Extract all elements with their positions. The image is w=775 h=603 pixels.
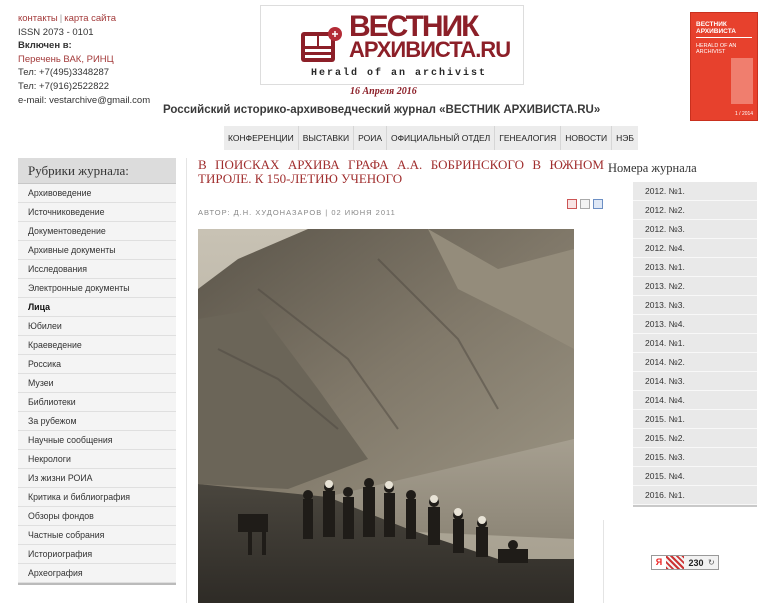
issue-link-7[interactable]: 2013. №3. — [633, 296, 757, 315]
article-meta: АВТОР: Д.Н. ХУДОНАЗАРОВ | 02 ИЮНЯ 2011 — [198, 208, 396, 217]
issue-link-6[interactable]: 2013. №2. — [633, 277, 757, 296]
issue-link-5[interactable]: 2013. №1. — [633, 258, 757, 277]
archive-emblem-icon — [297, 24, 343, 68]
sidebar-item-5[interactable]: Исследования — [18, 260, 176, 279]
sidebar-list — [18, 184, 176, 583]
counter-value: 230 — [688, 557, 704, 568]
article-tools — [567, 199, 603, 209]
article-title[interactable]: В ПОИСКАХ АРХИВА ГРАФА А.А. БОБРИНСКОГО В ЮЖНОМ ТИРОЛЕ. К 150-ЛЕТИЮ УЧЕНОГО — [198, 157, 604, 186]
counter-graph-icon — [666, 556, 684, 569]
issue-link-4[interactable]: 2012. №4. — [633, 239, 757, 258]
phone-1: Тел: +7(495)3348287 — [18, 67, 110, 79]
nav-item-4[interactable]: ОФИЦИАЛЬНЫЙ ОТДЕЛ — [387, 126, 495, 150]
sidebar-item-19[interactable]: Частные собрания — [18, 526, 176, 545]
issue-link-13[interactable]: 2015. №1. — [633, 410, 757, 429]
article-photo — [198, 229, 574, 603]
nav-item-7[interactable]: НЭБ — [616, 133, 634, 143]
logo-subtitle: Herald of an archivist — [310, 68, 488, 79]
issues-list — [633, 182, 757, 507]
cover-title: ВЕСТНИК АРХИВИСТА — [696, 21, 736, 35]
sidebar-item-9[interactable]: Краеведение — [18, 336, 176, 355]
top-links — [18, 12, 150, 26]
contacts-link[interactable]: контакты — [18, 13, 58, 24]
sidebar-item-7[interactable]: Лица — [18, 298, 176, 317]
issue-link-2[interactable]: 2012. №2. — [633, 201, 757, 220]
included-label: Включен в: — [18, 40, 72, 52]
contact-info — [18, 12, 150, 107]
sidebar-title: Рубрики журнала: — [18, 158, 176, 184]
cover-subtitle: HERALD OF AN ARCHIVIST — [696, 43, 737, 55]
nav-item-5[interactable]: ГЕНЕАЛОГИЯ — [495, 126, 561, 150]
issn-text: ISSN 2073 - 0101 — [18, 26, 94, 38]
email-text: e-mail: vestarchive@gmail.com — [18, 94, 151, 106]
issue-link-8[interactable]: 2013. №4. — [633, 315, 757, 334]
sidebar-item-4[interactable]: Архивные документы — [18, 241, 176, 260]
issues-title: Номера журнала — [608, 161, 697, 175]
issue-link-11[interactable]: 2014. №3. — [633, 372, 757, 391]
counter-brand: Я — [652, 556, 666, 569]
issue-link-1[interactable]: 2012. №1. — [633, 182, 757, 201]
sidebar-item-16[interactable]: Из жизни РОИА — [18, 469, 176, 488]
nav-item-2[interactable]: ВЫСТАВКИ — [299, 126, 354, 150]
current-date: 16 Апреля 2016 — [350, 86, 417, 97]
sitemap-link[interactable]: карта сайта — [64, 13, 116, 24]
issue-link-14[interactable]: 2015. №2. — [633, 429, 757, 448]
site-tagline: Российский историко-архивоведческий журнал «ВЕСТНИК АРХИВИСТА.RU» — [163, 104, 601, 116]
sidebar-item-21[interactable]: Археография — [18, 564, 176, 583]
sidebar-item-1[interactable]: Архивоведение — [18, 184, 176, 203]
yandex-counter[interactable] — [651, 555, 719, 570]
sidebar-item-18[interactable]: Обзоры фондов — [18, 507, 176, 526]
links-separator: | — [59, 13, 63, 24]
sidebar-item-11[interactable]: Музеи — [18, 374, 176, 393]
sidebar-item-8[interactable]: Юбилеи — [18, 317, 176, 336]
column-divider — [186, 158, 187, 603]
sidebar-item-17[interactable]: Критика и библиография — [18, 488, 176, 507]
sidebar-item-3[interactable]: Документоведение — [18, 222, 176, 241]
nav-item-6[interactable]: НОВОСТИ — [561, 126, 612, 150]
issue-link-12[interactable]: 2014. №4. — [633, 391, 757, 410]
site-logo[interactable] — [260, 5, 524, 85]
included-list-link[interactable]: Перечень ВАК, РИНЦ — [18, 53, 114, 65]
sidebar-item-2[interactable]: Источниковедение — [18, 203, 176, 222]
cover-issue: 1 / 2014 — [735, 111, 754, 117]
cover-decoration — [731, 58, 753, 104]
sidebar-item-13[interactable]: За рубежом — [18, 412, 176, 431]
refresh-icon: ↻ — [708, 558, 715, 567]
main-nav — [224, 126, 638, 150]
logo-title-line2: АРХИВИСТА.RU — [349, 37, 511, 62]
phone-2: Тел: +7(916)2522822 — [18, 80, 110, 92]
pdf-icon[interactable] — [567, 199, 577, 209]
issue-link-10[interactable]: 2014. №2. — [633, 353, 757, 372]
nav-item-3[interactable]: РОИА — [354, 126, 387, 150]
journal-cover-image[interactable] — [690, 12, 758, 121]
email-icon[interactable] — [593, 199, 603, 209]
sidebar-item-15[interactable]: Некрологи — [18, 450, 176, 469]
sidebar-item-12[interactable]: Библиотеки — [18, 393, 176, 412]
logo-title-line1: ВЕСТНИК — [349, 10, 478, 43]
sidebar-item-20[interactable]: Историография — [18, 545, 176, 564]
rubrics-sidebar — [18, 158, 176, 585]
sidebar-item-6[interactable]: Электронные документы — [18, 279, 176, 298]
sidebar-item-10[interactable]: Россика — [18, 355, 176, 374]
issue-link-9[interactable]: 2014. №1. — [633, 334, 757, 353]
issue-link-15[interactable]: 2015. №3. — [633, 448, 757, 467]
nav-item-1[interactable]: КОНФЕРЕНЦИИ — [224, 126, 299, 150]
cover-divider — [696, 37, 752, 38]
print-icon[interactable] — [580, 199, 590, 209]
right-column-divider — [603, 520, 604, 603]
sidebar-item-14[interactable]: Научные сообщения — [18, 431, 176, 450]
issue-link-3[interactable]: 2012. №3. — [633, 220, 757, 239]
issue-link-17[interactable]: 2016. №1. — [633, 486, 757, 505]
issue-link-16[interactable]: 2015. №4. — [633, 467, 757, 486]
